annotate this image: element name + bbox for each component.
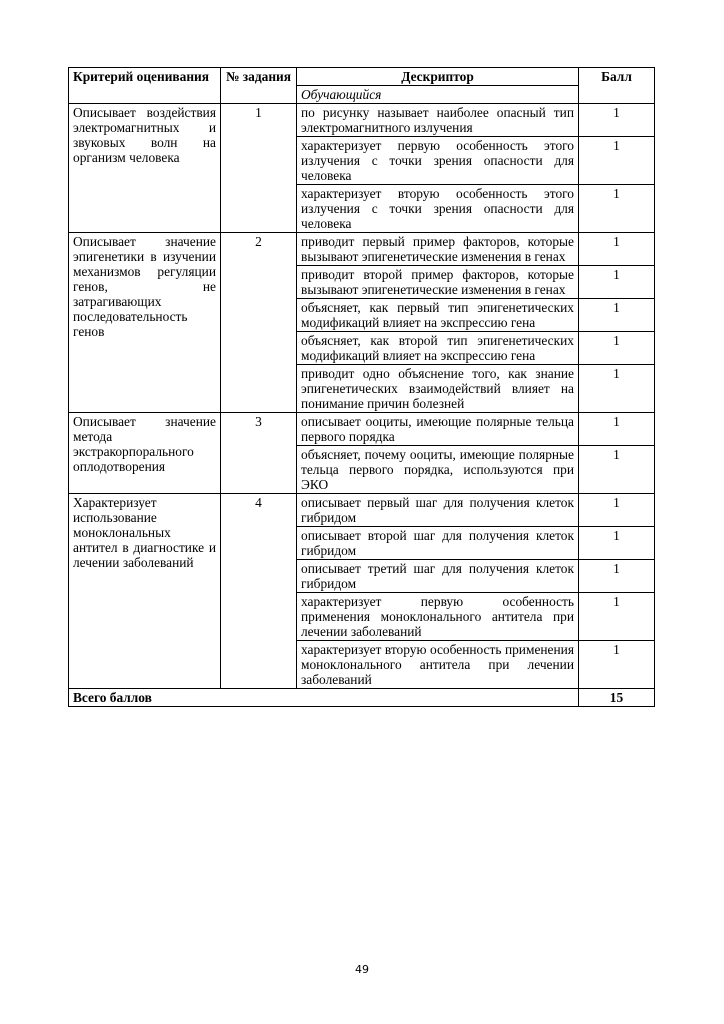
score-cell: 1 [579,413,655,446]
descriptor-cell: характеризует вторую особенность этого излучения с точки зрения опасности для человека [297,185,579,233]
score-cell: 1 [579,641,655,689]
descriptor-cell: объясняет, как второй тип эпигенетических модификаций влияет на экспрессию гена [297,332,579,365]
assessment-rubric-table [68,67,655,707]
score-cell: 1 [579,332,655,365]
score-column-header: Балл [579,68,655,104]
descriptor-cell: по рисунку называет наиболее опасный тип электромагнитного излучения [297,104,579,137]
table-row [69,413,655,446]
criterion-column-header: Критерий оценивания [69,68,221,104]
score-cell: 1 [579,560,655,593]
table-row [69,104,655,137]
score-cell: 1 [579,185,655,233]
score-cell: 1 [579,104,655,137]
task-number-cell: 4 [221,494,297,689]
score-cell: 1 [579,446,655,494]
score-cell: 1 [579,494,655,527]
descriptor-cell: описывает второй шаг для получения клеток гибридом [297,527,579,560]
descriptor-cell: приводит первый пример факторов, которые вызывают эпигенетические изменения в генах [297,233,579,266]
score-cell: 1 [579,527,655,560]
descriptor-cell: характеризует первую особенность этого излучения с точки зрения опасности для человека [297,137,579,185]
criterion-cell: Характеризует использование моноклональных антител в диагностике и лечении заболеваний [69,494,221,689]
descriptor-cell: описывает третий шаг для получения клеток гибридом [297,560,579,593]
task-number-cell: 1 [221,104,297,233]
table-row [69,494,655,527]
descriptor-subheader: Обучающийся [297,86,579,104]
criterion-cell: Описывает воздействия электромагнитных и звуковых волн на организм человека [69,104,221,233]
descriptor-cell: приводит второй пример факторов, которые вызывают эпигенетические изменения в генах [297,266,579,299]
total-row [69,689,655,707]
descriptor-cell: характеризует вторую особенность применения моноклонального антитела при лечении заболеваний [297,641,579,689]
descriptor-cell: объясняет, как первый тип эпигенетических модификаций влияет на экспрессию гена [297,299,579,332]
score-cell: 1 [579,593,655,641]
descriptor-cell: описывает ооциты, имеющие полярные тельца первого порядка [297,413,579,446]
page-number: 49 [355,963,369,976]
criterion-cell: Описывает значение метода экстракорпорального оплодотворения [69,413,221,494]
task-number-cell: 2 [221,233,297,413]
score-cell: 1 [579,299,655,332]
total-score: 15 [579,689,655,707]
total-label: Всего баллов [69,689,579,707]
descriptor-cell: характеризует первую особенность применения моноклонального антитела при лечении заболеваний [297,593,579,641]
descriptor-cell: объясняет, почему ооциты, имеющие полярные тельца первого порядка, используются при ЭКО [297,446,579,494]
score-cell: 1 [579,365,655,413]
score-cell: 1 [579,233,655,266]
descriptor-cell: описывает первый шаг для получения клеток гибридом [297,494,579,527]
rubric-body [69,104,655,707]
table-row [69,233,655,266]
task-number-column-header: № задания [221,68,297,104]
score-cell: 1 [579,137,655,185]
task-number-cell: 3 [221,413,297,494]
descriptor-cell: приводит одно объяснение того, как знание эпигенетических взаимодействий влияет на понимание причин болезней [297,365,579,413]
table-header-row [69,68,655,86]
criterion-cell: Описывает значение эпигенетики в изучении механизмов регуляции генов, не затрагивающих последовательность генов [69,233,221,413]
descriptor-column-header: Дескриптор [297,68,579,86]
score-cell: 1 [579,266,655,299]
